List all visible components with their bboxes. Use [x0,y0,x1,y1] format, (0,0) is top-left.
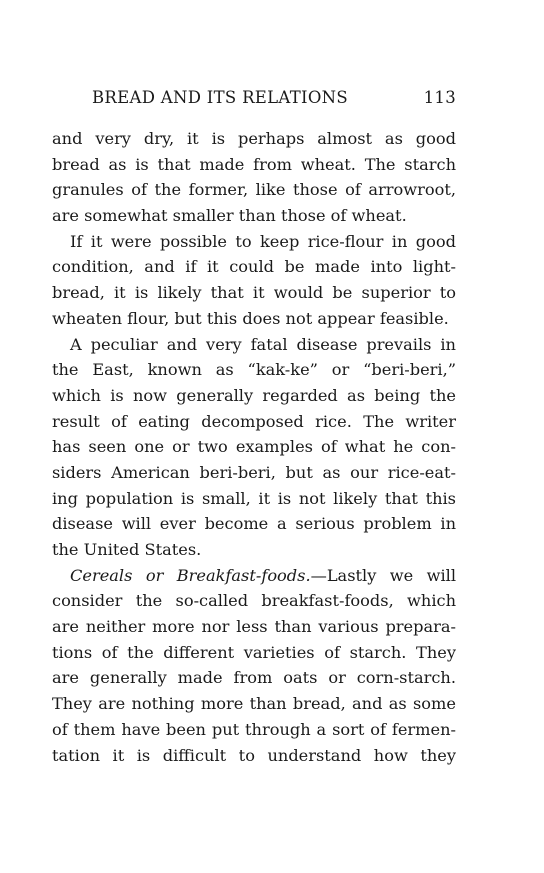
body-text [52,126,456,768]
paragraph-first-line [52,563,456,589]
text-line: wheaten flour, but this does not appear feasible. [52,308,449,328]
text-line: siders American beri-beri, but as our rice-eat- [52,462,456,482]
text-line: the East, known as “kak-ke” or “beri-beri,” [52,360,456,380]
text-line: the United States. [52,540,202,559]
text-line: of them have been put through a sort of fermen- [52,719,456,739]
text-line: condition, and if it could be made into light- [52,257,456,277]
page-number: 113 [423,88,456,107]
text-line: has seen one or two examples of what he con- [52,437,456,457]
section-heading: Cereals or Breakfast-foods. [70,565,311,585]
text-line: bread, it is likely that it would be superior to [52,283,456,303]
running-title: BREAD AND ITS RELATIONS [92,88,349,107]
text-line: tation it is difficult to understand how they [52,745,456,765]
text-line: They are nothing more than bread, and as some [52,694,456,714]
text-line: tions of the different varieties of starch. They [52,642,456,662]
text-line: are neither more nor less than various prepara- [52,617,456,637]
paragraph-first-line: If it were possible to keep rice-flour in good [70,231,456,251]
text-line: granules of the former, like those of arrowroot, [52,180,456,200]
text-line: consider the so-called breakfast-foods, which [52,591,456,611]
text-line: ing population is small, it is not likely that this [52,488,456,508]
running-head [52,88,456,112]
section-lead-text: —Lastly we will [310,565,456,585]
text-line: are generally made from oats or corn-starch. [52,668,456,688]
text-line: and very dry, it is perhaps almost as good [52,129,456,148]
text-line: result of eating decomposed rice. The writer [52,411,456,431]
text-line: which is now generally regarded as being the [52,385,456,405]
text-line: bread as is that made from wheat. The starch [52,154,456,174]
paragraph-first-line: A peculiar and very fatal disease prevails in [70,334,456,354]
text-line: disease will ever become a serious problem in [52,514,456,534]
text-line: are somewhat smaller than those of wheat. [52,206,407,226]
